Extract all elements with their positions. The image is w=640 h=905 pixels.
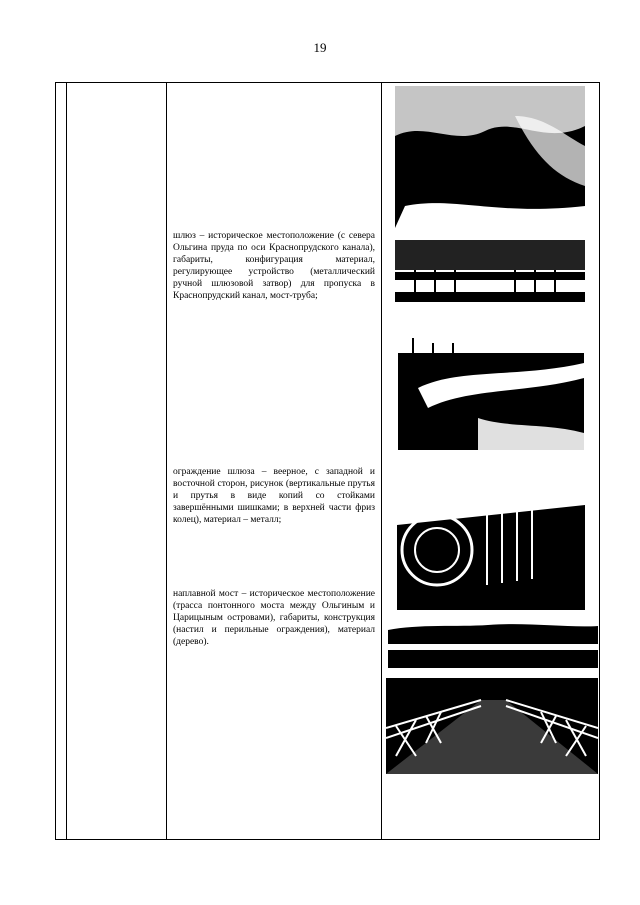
pontoon-bridge-photo xyxy=(386,678,598,774)
sluice-photo-1 xyxy=(395,86,585,228)
sluice-description: шлюз – историческое местоположение (с севера Ольгина пруда по оси Краснопрудского канала), габариты, конфигурация материал, регулирующее устройство (металлический ручной шлюзовой затвор) для пропуска в Краснопрудский канал, мост-труба; xyxy=(173,231,375,301)
sluice-fence-description: ограждение шлюза – веерное, с западной и восточной сторон, рисунок (вертикальные прутья и прутья в виде копий со стойками завершёнными шишками; в верхней части фриз колец), материал – металл; xyxy=(173,467,375,525)
lake-photo xyxy=(388,622,598,668)
column-divider xyxy=(166,83,167,839)
sluice-photo-3 xyxy=(398,318,584,450)
page-number: 19 xyxy=(313,40,327,55)
fence-photo xyxy=(397,465,585,610)
pontoon-bridge-description: наплавной мост – историческое местоположение (трасса понтонного моста между Ольгиным и Царицыным островами), габариты, конструкция (настил и перильные ограждения), материал (дерево). xyxy=(173,589,375,647)
column-divider xyxy=(66,83,67,839)
sluice-photo-2 xyxy=(395,240,585,302)
column-divider xyxy=(381,83,382,839)
